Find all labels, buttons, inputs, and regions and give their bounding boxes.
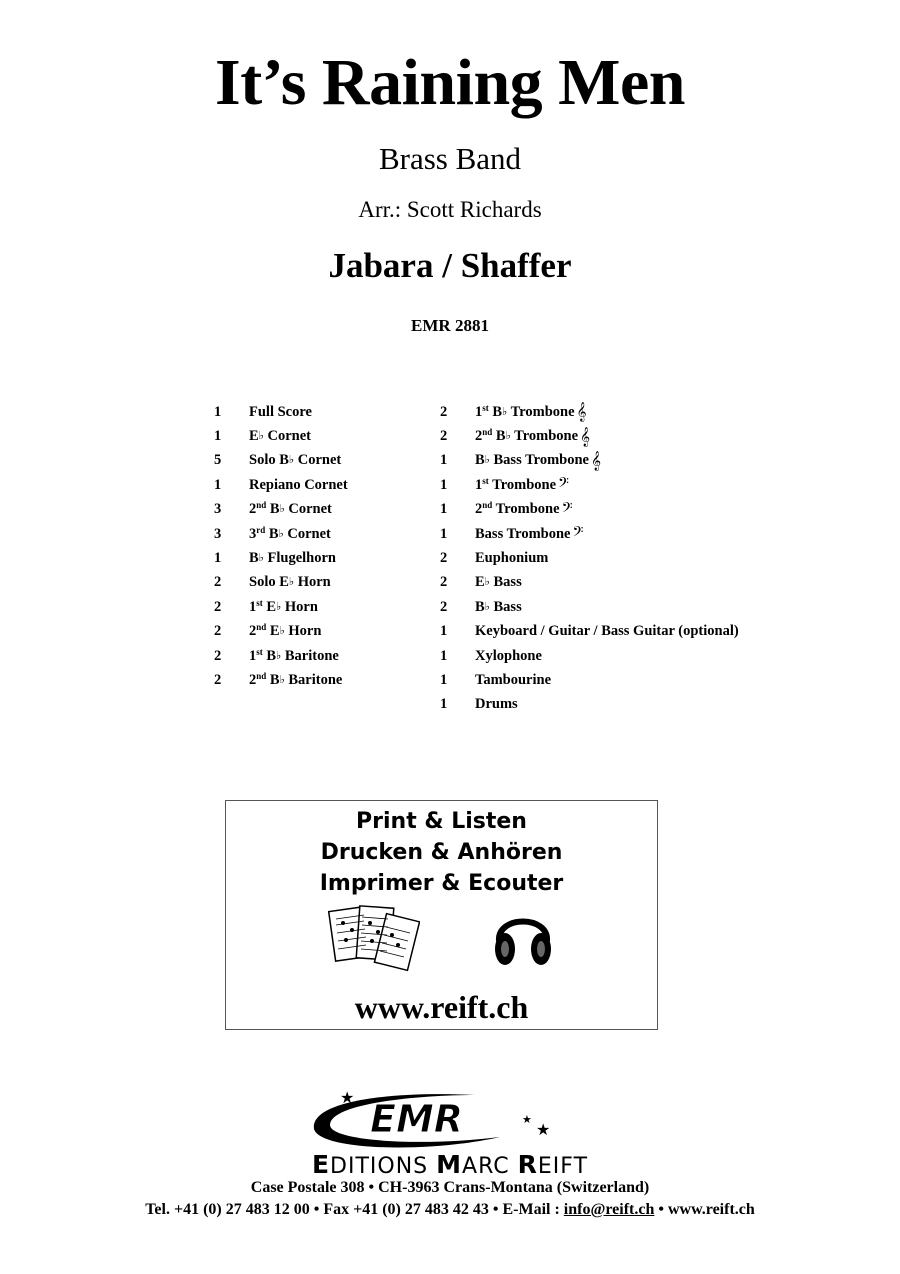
part-row xyxy=(440,473,739,497)
part-name: Euphonium xyxy=(475,550,549,567)
page-title: It’s Raining Men xyxy=(215,46,685,119)
part-name: E♭ Bass xyxy=(475,574,522,591)
part-row xyxy=(214,546,348,570)
bass-clef-icon: 𝄢 xyxy=(572,524,584,545)
part-row xyxy=(214,668,348,692)
ensemble-subtitle: Brass Band xyxy=(378,141,522,176)
part-name: B♭ Flugelhorn xyxy=(249,550,336,567)
part-quantity: 1 xyxy=(440,696,448,713)
part-row xyxy=(440,522,739,546)
part-row xyxy=(440,424,739,448)
part-quantity: 1 xyxy=(440,671,448,688)
part-quantity: 1 xyxy=(214,403,222,420)
part-name: 2nd Trombone xyxy=(475,500,560,518)
part-quantity: 2 xyxy=(214,671,222,688)
part-row xyxy=(440,644,739,668)
treble-clef-icon: 𝄞 xyxy=(576,402,587,423)
part-row xyxy=(214,449,348,473)
svg-text:★: ★ xyxy=(522,1114,532,1126)
promo-line-french: Imprimer & Ecouter xyxy=(319,871,564,896)
headphones-icon xyxy=(491,901,555,971)
part-name: Tambourine xyxy=(475,671,552,688)
part-quantity: 2 xyxy=(440,574,448,591)
svg-text:EMR: EMR xyxy=(370,1097,464,1141)
part-quantity: 2 xyxy=(440,428,448,445)
bass-clef-icon: 𝄢 xyxy=(561,499,573,520)
part-name: 1st B♭ Trombone xyxy=(475,402,575,420)
part-quantity: 1 xyxy=(440,501,448,518)
part-name: B♭ Bass Trombone xyxy=(475,452,589,469)
part-row xyxy=(440,620,739,644)
part-name: 1st Trombone xyxy=(475,475,557,493)
part-row xyxy=(440,595,739,619)
part-row xyxy=(214,595,348,619)
part-name: 3rd B♭ Cornet xyxy=(249,524,331,542)
part-name: 2nd B♭ Trombone xyxy=(475,427,579,445)
promo-line-english: Print & Listen xyxy=(356,809,527,834)
part-row xyxy=(440,693,739,717)
part-row xyxy=(214,644,348,668)
part-row xyxy=(214,473,348,497)
part-row xyxy=(440,449,739,473)
part-row xyxy=(440,498,739,522)
part-name: 2nd E♭ Horn xyxy=(249,622,322,640)
part-name: Xylophone xyxy=(475,647,542,664)
part-name: Solo E♭ Horn xyxy=(249,574,331,591)
emr-logo xyxy=(300,1085,560,1155)
part-row xyxy=(214,571,348,595)
treble-clef-icon: 𝄞 xyxy=(590,450,602,471)
part-quantity: 1 xyxy=(440,452,448,469)
parts-list-left xyxy=(214,400,348,693)
catalog-number: EMR 2881 xyxy=(411,316,489,335)
part-name: E♭ Cornet xyxy=(249,428,311,445)
part-name: 1st E♭ Horn xyxy=(249,597,318,615)
part-quantity: 2 xyxy=(440,550,448,567)
arranger-credit: Arr.: Scott Richards xyxy=(358,197,542,222)
part-name: Repiano Cornet xyxy=(249,476,348,493)
part-row xyxy=(214,522,348,546)
part-name: 1st B♭ Baritone xyxy=(249,646,339,664)
part-quantity: 2 xyxy=(440,403,448,420)
part-quantity: 1 xyxy=(214,428,222,445)
promo-line-german: Drucken & Anhören xyxy=(320,840,563,865)
part-name: Solo B♭ Cornet xyxy=(249,452,342,469)
sheet-music-icon xyxy=(328,903,420,975)
promo-website-link[interactable]: www.reift.ch xyxy=(354,989,529,1025)
part-quantity: 1 xyxy=(214,476,222,493)
part-name: Keyboard / Guitar / Bass Guitar (optional) xyxy=(475,623,739,640)
part-name: B♭ Bass xyxy=(475,598,522,615)
part-quantity: 1 xyxy=(440,476,448,493)
part-quantity: 5 xyxy=(214,452,222,469)
publisher-name: EDITIONS MARC REIFT xyxy=(311,1150,589,1179)
part-row xyxy=(214,400,348,424)
part-quantity: 1 xyxy=(440,647,448,664)
treble-clef-icon: 𝄞 xyxy=(580,426,591,447)
svg-text:★: ★ xyxy=(340,1090,355,1107)
part-quantity: 2 xyxy=(214,598,222,615)
svg-text:★: ★ xyxy=(536,1122,551,1139)
part-row xyxy=(440,571,739,595)
part-name: 2nd B♭ Baritone xyxy=(249,670,343,688)
parts-list-right xyxy=(440,400,739,717)
part-row xyxy=(440,400,739,424)
part-quantity: 3 xyxy=(214,525,222,542)
part-quantity: 2 xyxy=(214,647,222,664)
part-quantity: 2 xyxy=(440,598,448,615)
part-quantity: 3 xyxy=(214,501,222,518)
part-quantity: 1 xyxy=(440,525,448,542)
publisher-contact: Tel. +41 (0) 27 483 12 00 • Fax +41 (0) 27 483 42 43 • E-Mail : info@reift.ch • www.reift.ch xyxy=(145,1201,755,1218)
part-quantity: 1 xyxy=(440,623,448,640)
part-name: Full Score xyxy=(249,403,312,420)
part-quantity: 2 xyxy=(214,623,222,640)
part-row xyxy=(214,424,348,448)
part-name: 2nd B♭ Cornet xyxy=(249,500,332,518)
part-row xyxy=(214,498,348,522)
email-link[interactable]: info@reift.ch xyxy=(563,1201,655,1218)
publisher-address: Case Postale 308 • CH-3963 Crans-Montana (Switzerland) xyxy=(250,1179,650,1196)
part-quantity: 1 xyxy=(214,550,222,567)
bass-clef-icon: 𝄢 xyxy=(558,475,569,496)
part-quantity: 2 xyxy=(214,574,222,591)
part-row xyxy=(440,546,739,570)
part-name: Drums xyxy=(475,696,518,713)
part-row xyxy=(214,620,348,644)
print-listen-box xyxy=(225,800,658,1030)
composer-credit: Jabara / Shaffer xyxy=(328,246,572,285)
part-name: Bass Trombone xyxy=(475,525,571,542)
part-row xyxy=(440,668,739,692)
